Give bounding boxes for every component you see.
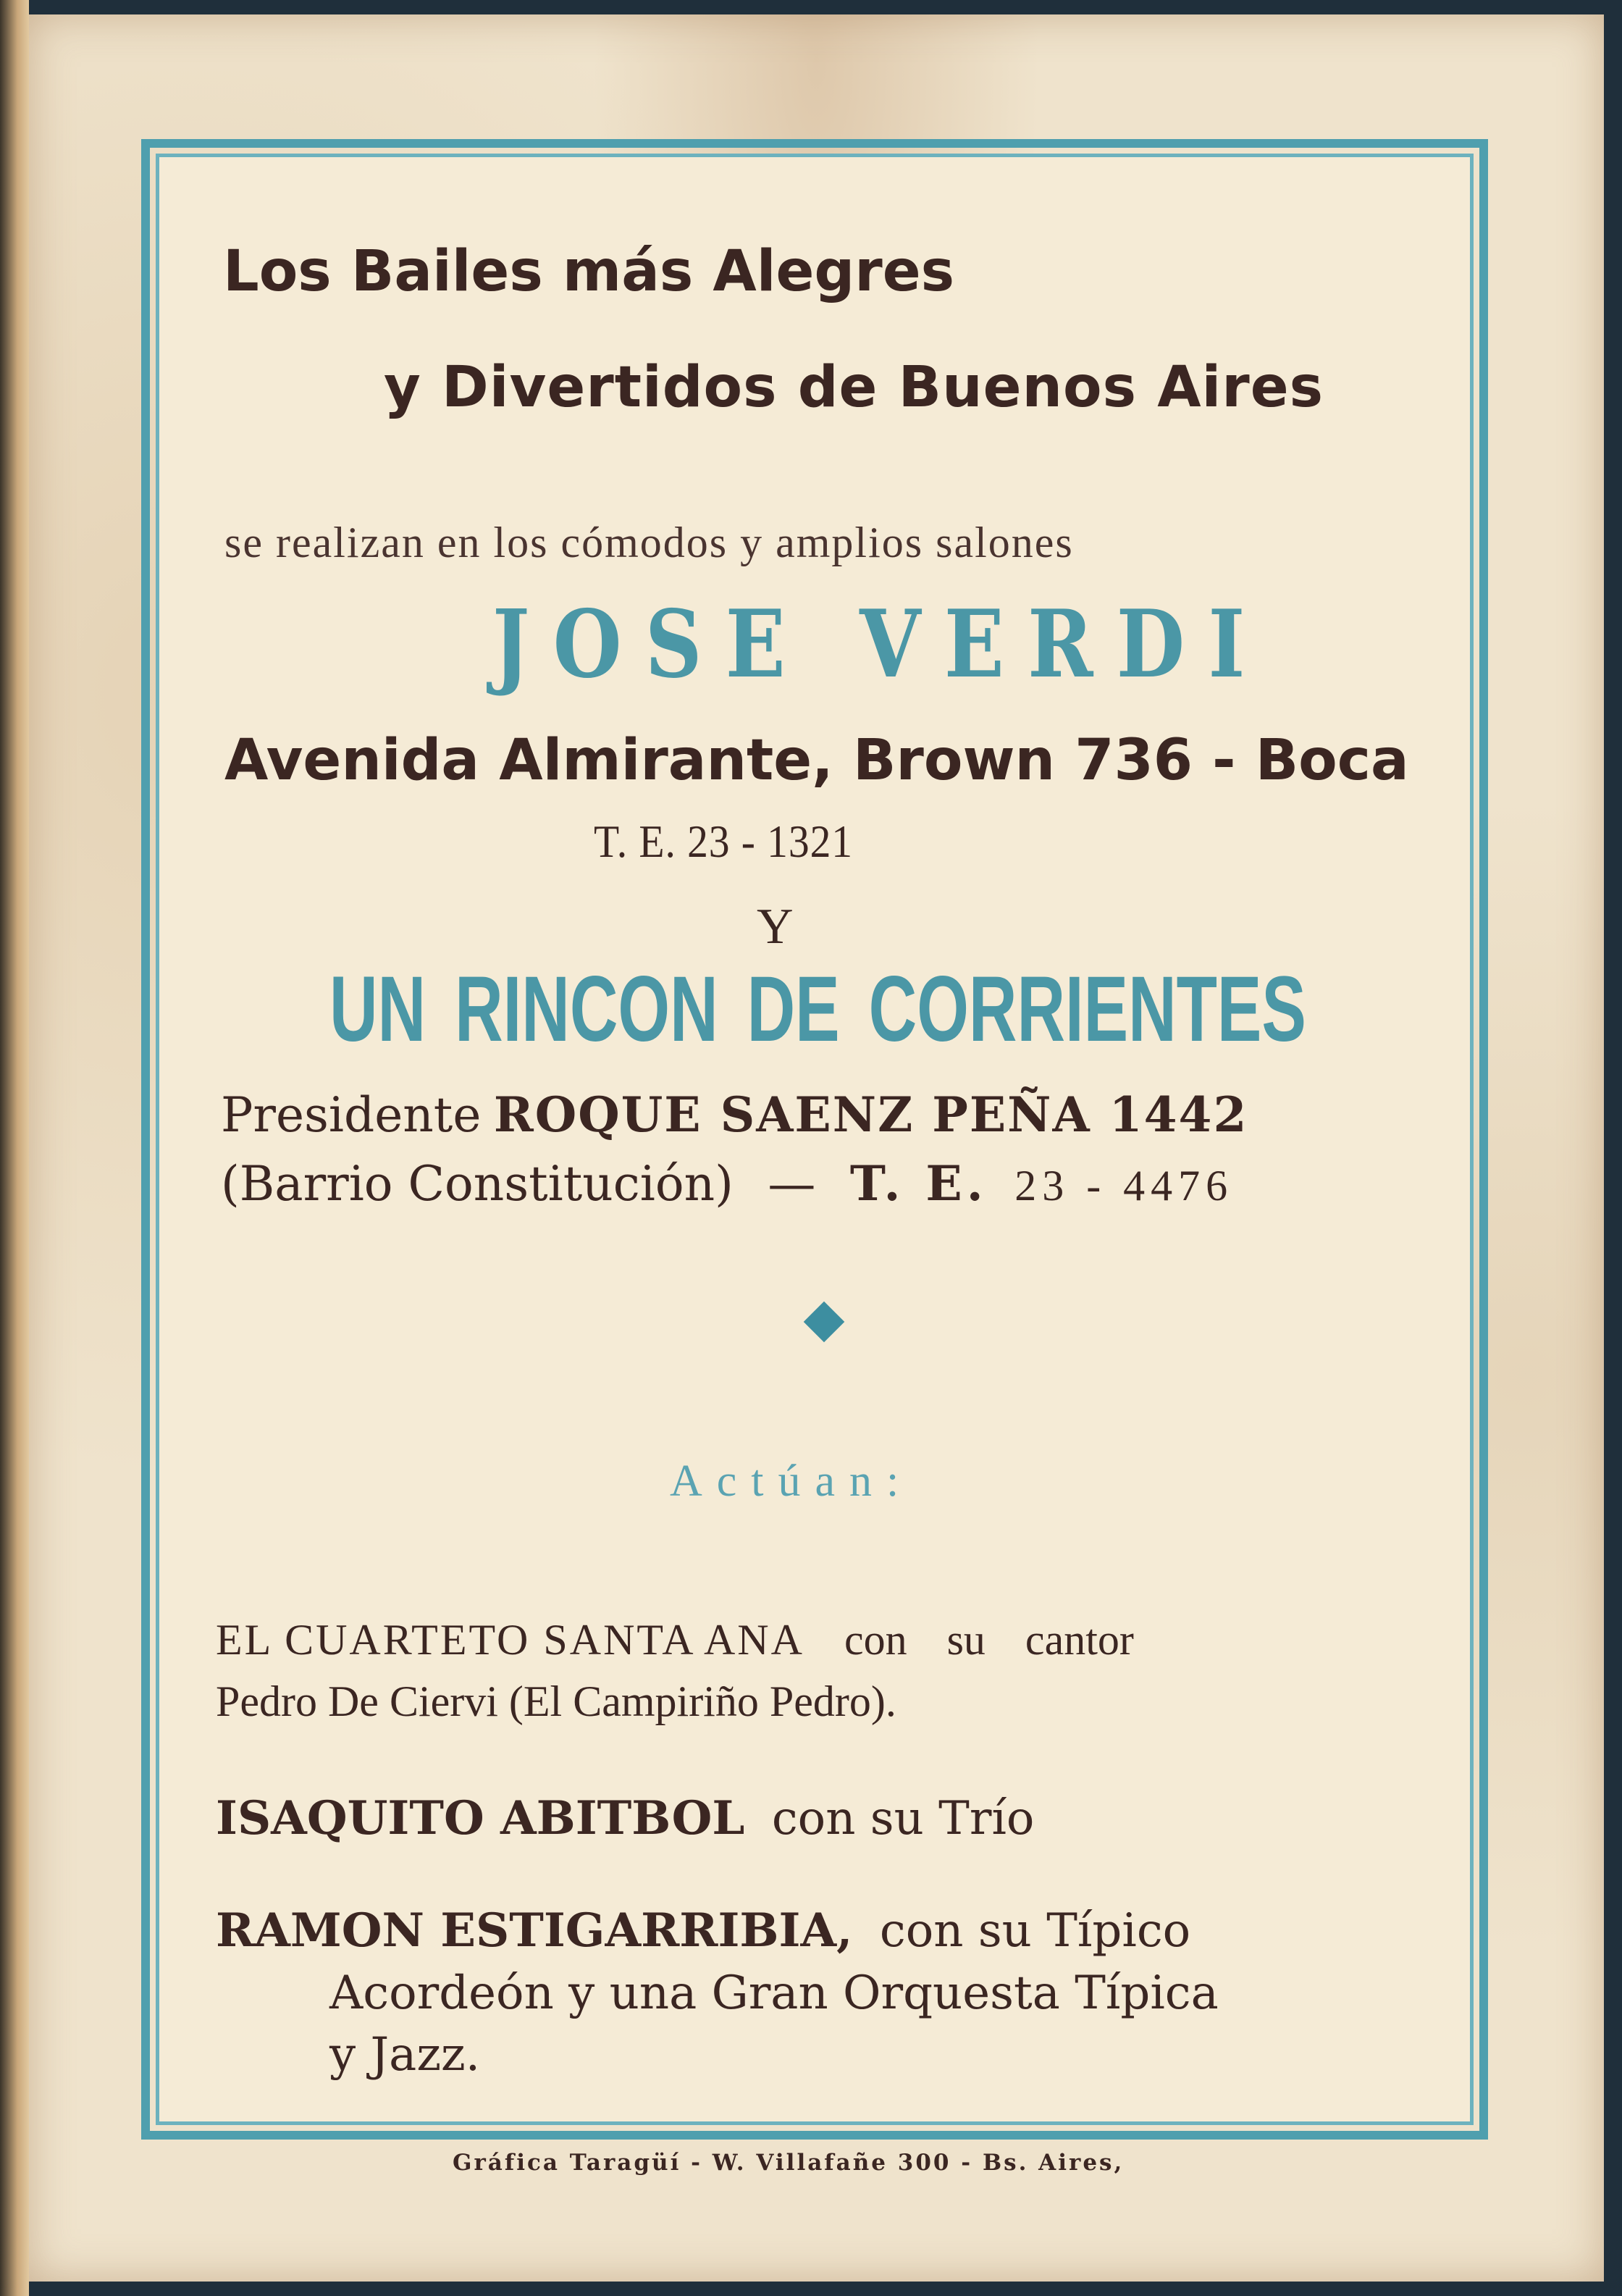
- performer-3-line-3: y Jazz.: [329, 2028, 481, 2082]
- venue-1-name: JOSE VERDI: [492, 590, 1269, 699]
- venue-2-phone: 23 - 4476: [1014, 1162, 1234, 1210]
- venue-2-district-line: [221, 1155, 1233, 1213]
- venue-2-address-prefix: Presidente: [221, 1087, 482, 1143]
- performer-1-line-2: Pedro De Ciervi (El Campiriño Pedro).: [216, 1677, 896, 1725]
- performer-2-rest: con su Trío: [771, 1792, 1035, 1845]
- performer-3-line-2: Acordeón y una Gran Orquesta Típica: [329, 1966, 1219, 2020]
- performer-3-name: RAMON ESTIGARRIBIA,: [216, 1903, 853, 1958]
- performer-3-rest: con su Típico: [879, 1904, 1191, 1958]
- venue-2-name: UN RINCON DE CORRIENTES: [329, 958, 1306, 1061]
- venue-2-address: [221, 1086, 1248, 1144]
- performer-1-line-1: [216, 1615, 1134, 1665]
- performer-2-line: [216, 1789, 1034, 1847]
- venue-1-phone: T. E. 23 - 1321: [594, 816, 853, 867]
- venue-2-dash: —: [768, 1156, 816, 1212]
- performer-2-name: ISAQUITO ABITBOL: [216, 1791, 745, 1845]
- intro-text: se realizan en los cómodos y amplios salones: [224, 519, 1074, 566]
- performer-3-line-1: [216, 1901, 1190, 1959]
- venue-2-district: (Barrio Constitución): [221, 1156, 734, 1212]
- venue-1-address: Avenida Almirante, Brown 736 - Boca: [224, 728, 1409, 793]
- venue-2-address-street: ROQUE SAENZ PEÑA 1442: [493, 1086, 1248, 1143]
- heading-line-2: y Divertidos de Buenos Aires: [384, 355, 1324, 420]
- venue-2-phone-label: T. E.: [849, 1155, 988, 1212]
- performer-1-rest: con su cantor: [844, 1616, 1134, 1664]
- heading-line-1: Los Bailes más Alegres: [223, 239, 955, 304]
- connector-text: Y: [757, 899, 794, 955]
- book-spine: [0, 0, 29, 2296]
- performer-1-name: EL CUARTETO SANTA ANA: [216, 1616, 804, 1664]
- printer-credit: Gráfica Taragüí - W. Villafañe 300 - Bs. Aires,: [453, 2150, 1125, 2176]
- performers-heading: Actúan:: [670, 1457, 914, 1506]
